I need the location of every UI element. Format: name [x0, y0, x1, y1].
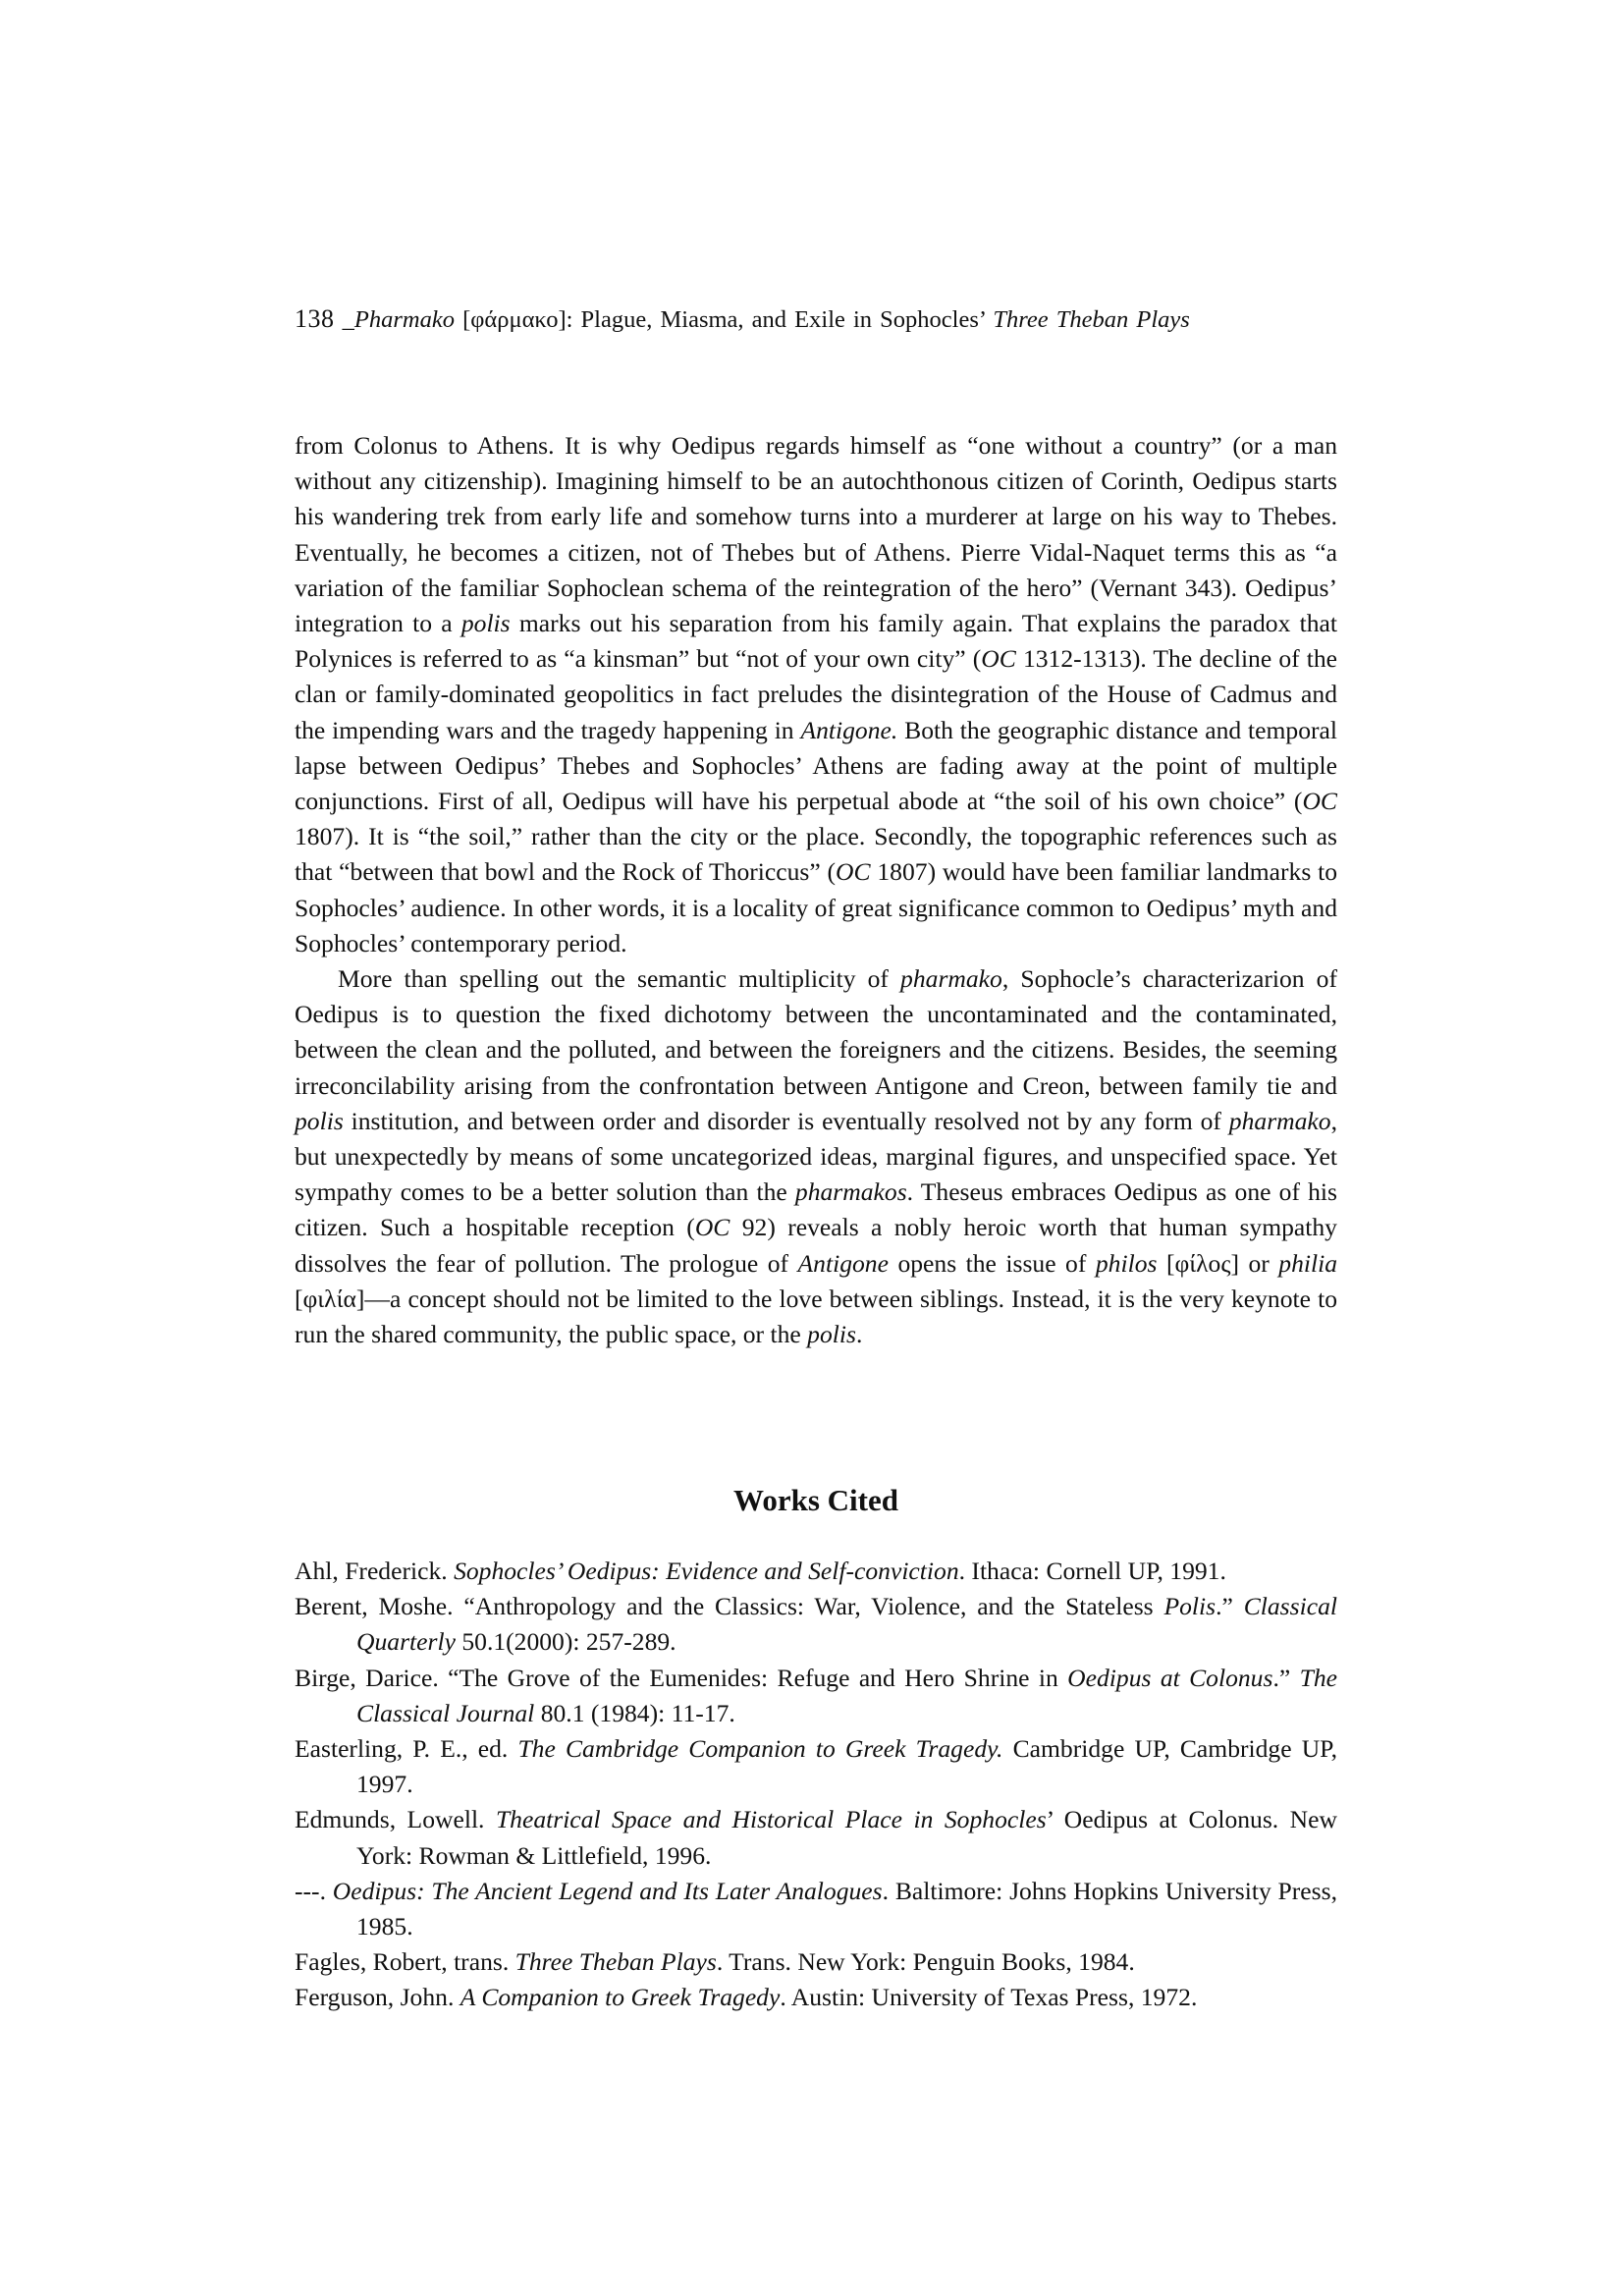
- text-run: _: [334, 306, 354, 333]
- text-run: Berent, Moshe. “Anthropology and the Classics: War, Violence, and the Stateless: [295, 1592, 1164, 1621]
- citation-entry: [295, 1731, 1337, 1802]
- text-run: Birge, Darice. “The Grove of the Eumenides: Refuge and Hero Shrine in: [295, 1663, 1068, 1692]
- citation-entry: [295, 1944, 1337, 1980]
- text-run: 80.1 (1984): 11-17.: [534, 1698, 735, 1727]
- text-run: . Baltimore: Johns Hopkins University Press, 1985.: [356, 1876, 1337, 1941]
- italic-text: OC: [1302, 787, 1337, 816]
- italic-text: philos: [1095, 1248, 1158, 1278]
- text-run: from Colonus to Athens. It is why Oedipus regards himself as “one without a country” (or a man without any citizenship). Imagining himself to be an autochthonous citizen of Corinth, Oedipus starts his wandering trek from early life and somehow turns into a murderer at large on his way to Thebes. Eventually, he becomes a citizen, not of Thebes but of Athens. Pierre Vidal-Naquet terms this as “a variation of the familiar Sophoclean schema of the reintegration of the hero” (Vernant 343). Oedipus’ integration to a: [295, 431, 1337, 638]
- text-run: , but unexpectedly by means of some uncategorized ideas, marginal figures, and unspecified space. Yet sympathy comes to be a better solution than the: [295, 1106, 1337, 1207]
- text-run: opens the issue of: [888, 1248, 1096, 1278]
- text-run: 1312-1313). The decline of the clan or family-dominated geopolitics in fact preludes the disintegration of the House of Cadmus and the impending wars and the tragedy happening in: [295, 644, 1338, 744]
- italic-text: Classical Quarterly: [356, 1592, 1337, 1657]
- page-number: 138: [295, 304, 335, 333]
- italic-text: A Companion to Greek Tragedy: [460, 1983, 781, 2012]
- italic-text: Polis: [1163, 1592, 1216, 1621]
- text-run: Edmunds, Lowell.: [295, 1805, 496, 1834]
- italic-text: polis: [807, 1320, 856, 1349]
- italic-text: Antigone.: [800, 715, 898, 744]
- text-run: 50.1(2000): 257-289.: [455, 1627, 676, 1657]
- citation-entry: [295, 1554, 1337, 1589]
- text-run: Ferguson, John.: [295, 1983, 460, 2012]
- italic-text: pharmako: [900, 964, 1002, 994]
- citation-entry: [295, 1802, 1337, 1873]
- italic-text: Oedipus at Colonus: [1067, 1663, 1273, 1692]
- text-run: Both the geographic distance and temporal lapse between Oedipus’ Thebes and Sophocles’ Athens are fading away at the point of multiple conjunctions. First of all, Oedipus will have his perpetual abode at “the soil of his own choice” (: [295, 715, 1337, 816]
- works-cited-heading: Works Cited: [733, 1483, 898, 1517]
- text-run: , Sophocle’s characterizarion of Oedipus is to question the fixed dichotomy between the uncontaminated and the contaminated, between the clean and the polluted, and between the foreigners and the citizens. Besides, the seeming irreconcilability arising from the confrontation between Antigone and Creon, between family tie and: [295, 964, 1337, 1100]
- italic-text: Three Theban Plays: [993, 306, 1190, 333]
- paragraph: [295, 961, 1337, 1352]
- text-run: [φιλία]—a concept should not be limited to the love between siblings. Instead, it is the very keynote to run the shared community, the public space, or the: [295, 1284, 1337, 1349]
- italic-text: Three Theban Plays: [514, 1947, 717, 1977]
- italic-text: OC: [981, 644, 1016, 674]
- italic-text: Theatrical Space and Historical Place in Sophocles: [495, 1805, 1047, 1834]
- text-run: [φάρμακο]: Plague, Miasma, and Exile in Sophocles’: [454, 306, 994, 333]
- text-run: . Austin: University of Texas Press, 1972.: [780, 1983, 1198, 2012]
- text-run: Easterling, P. E., ed.: [295, 1734, 518, 1764]
- body-text: [295, 428, 1337, 1352]
- citation-entry: [295, 1589, 1337, 1660]
- running-title: [335, 306, 1190, 333]
- italic-text: OC: [836, 857, 871, 887]
- running-head: [295, 302, 1355, 337]
- italic-text: polis: [295, 1106, 344, 1135]
- text-run: Cambridge UP, Cambridge UP, 1997.: [356, 1734, 1337, 1799]
- italic-text: Antigone: [797, 1248, 889, 1278]
- text-run: 1807) would have been familiar landmarks to Sophocles’ audience. In other words, it is a locality of great significance common to Oedipus’ myth and Sophocles’ contemporary period.: [295, 857, 1337, 957]
- text-run: ---.: [295, 1876, 333, 1905]
- text-run: More than spelling out the semantic multiplicity of: [338, 964, 901, 994]
- text-run: .”: [1216, 1592, 1244, 1621]
- italic-text: Sophocles’ Oedipus: Evidence and Self-conviction: [454, 1557, 959, 1585]
- italic-text: pharmakos: [794, 1177, 907, 1207]
- italic-text: The Classical Journal: [356, 1663, 1337, 1727]
- citation-entry: [295, 1980, 1337, 2015]
- text-run: marks out his separation from his family again. That explains the paradox that Polynices is referred to as “a kinsman” but “not of your own city” (: [295, 609, 1337, 674]
- text-run: . Ithaca: Cornell UP, 1991.: [958, 1557, 1226, 1585]
- text-run: 92) reveals a nobly heroic worth that human sympathy dissolves the fear of pollution. The prologue of: [295, 1213, 1337, 1278]
- text-run: .”: [1272, 1663, 1300, 1692]
- italic-text: Oedipus: The Ancient Legend and Its Later Analogues: [332, 1876, 883, 1905]
- italic-text: pharmako: [1228, 1106, 1331, 1135]
- italic-text: The Cambridge Companion to Greek Tragedy.: [517, 1734, 1003, 1764]
- italic-text: polis: [460, 609, 511, 638]
- text-run: . Trans. New York: Penguin Books, 1984.: [716, 1947, 1135, 1977]
- works-cited-list: [295, 1554, 1337, 2016]
- italic-text: OC: [694, 1213, 730, 1242]
- text-run: ’ Oedipus at Colonus. New York: Rowman & Littlefield, 1996.: [356, 1805, 1337, 1870]
- text-run: Ahl, Frederick.: [295, 1557, 455, 1585]
- citation-entry: [295, 1661, 1337, 1731]
- text-run: . Theseus embraces Oedipus as one of his citizen. Such a hospitable reception (: [295, 1177, 1338, 1242]
- text-run: Fagles, Robert, trans.: [295, 1947, 515, 1977]
- text-run: 1807). It is “the soil,” rather than the city or the place. Secondly, the topographic references such as that “between that bowl and the Rock of Thoriccus” (: [295, 822, 1337, 887]
- citation-entry: [295, 1874, 1337, 1944]
- text-run: [φίλος] or: [1157, 1248, 1279, 1278]
- italic-text: philia: [1278, 1248, 1338, 1278]
- italic-text: Pharmako: [353, 306, 455, 333]
- text-run: institution, and between order and disorder is eventually resolved not by any form of: [343, 1106, 1229, 1135]
- text-run: .: [855, 1320, 863, 1349]
- paragraph: [295, 428, 1337, 961]
